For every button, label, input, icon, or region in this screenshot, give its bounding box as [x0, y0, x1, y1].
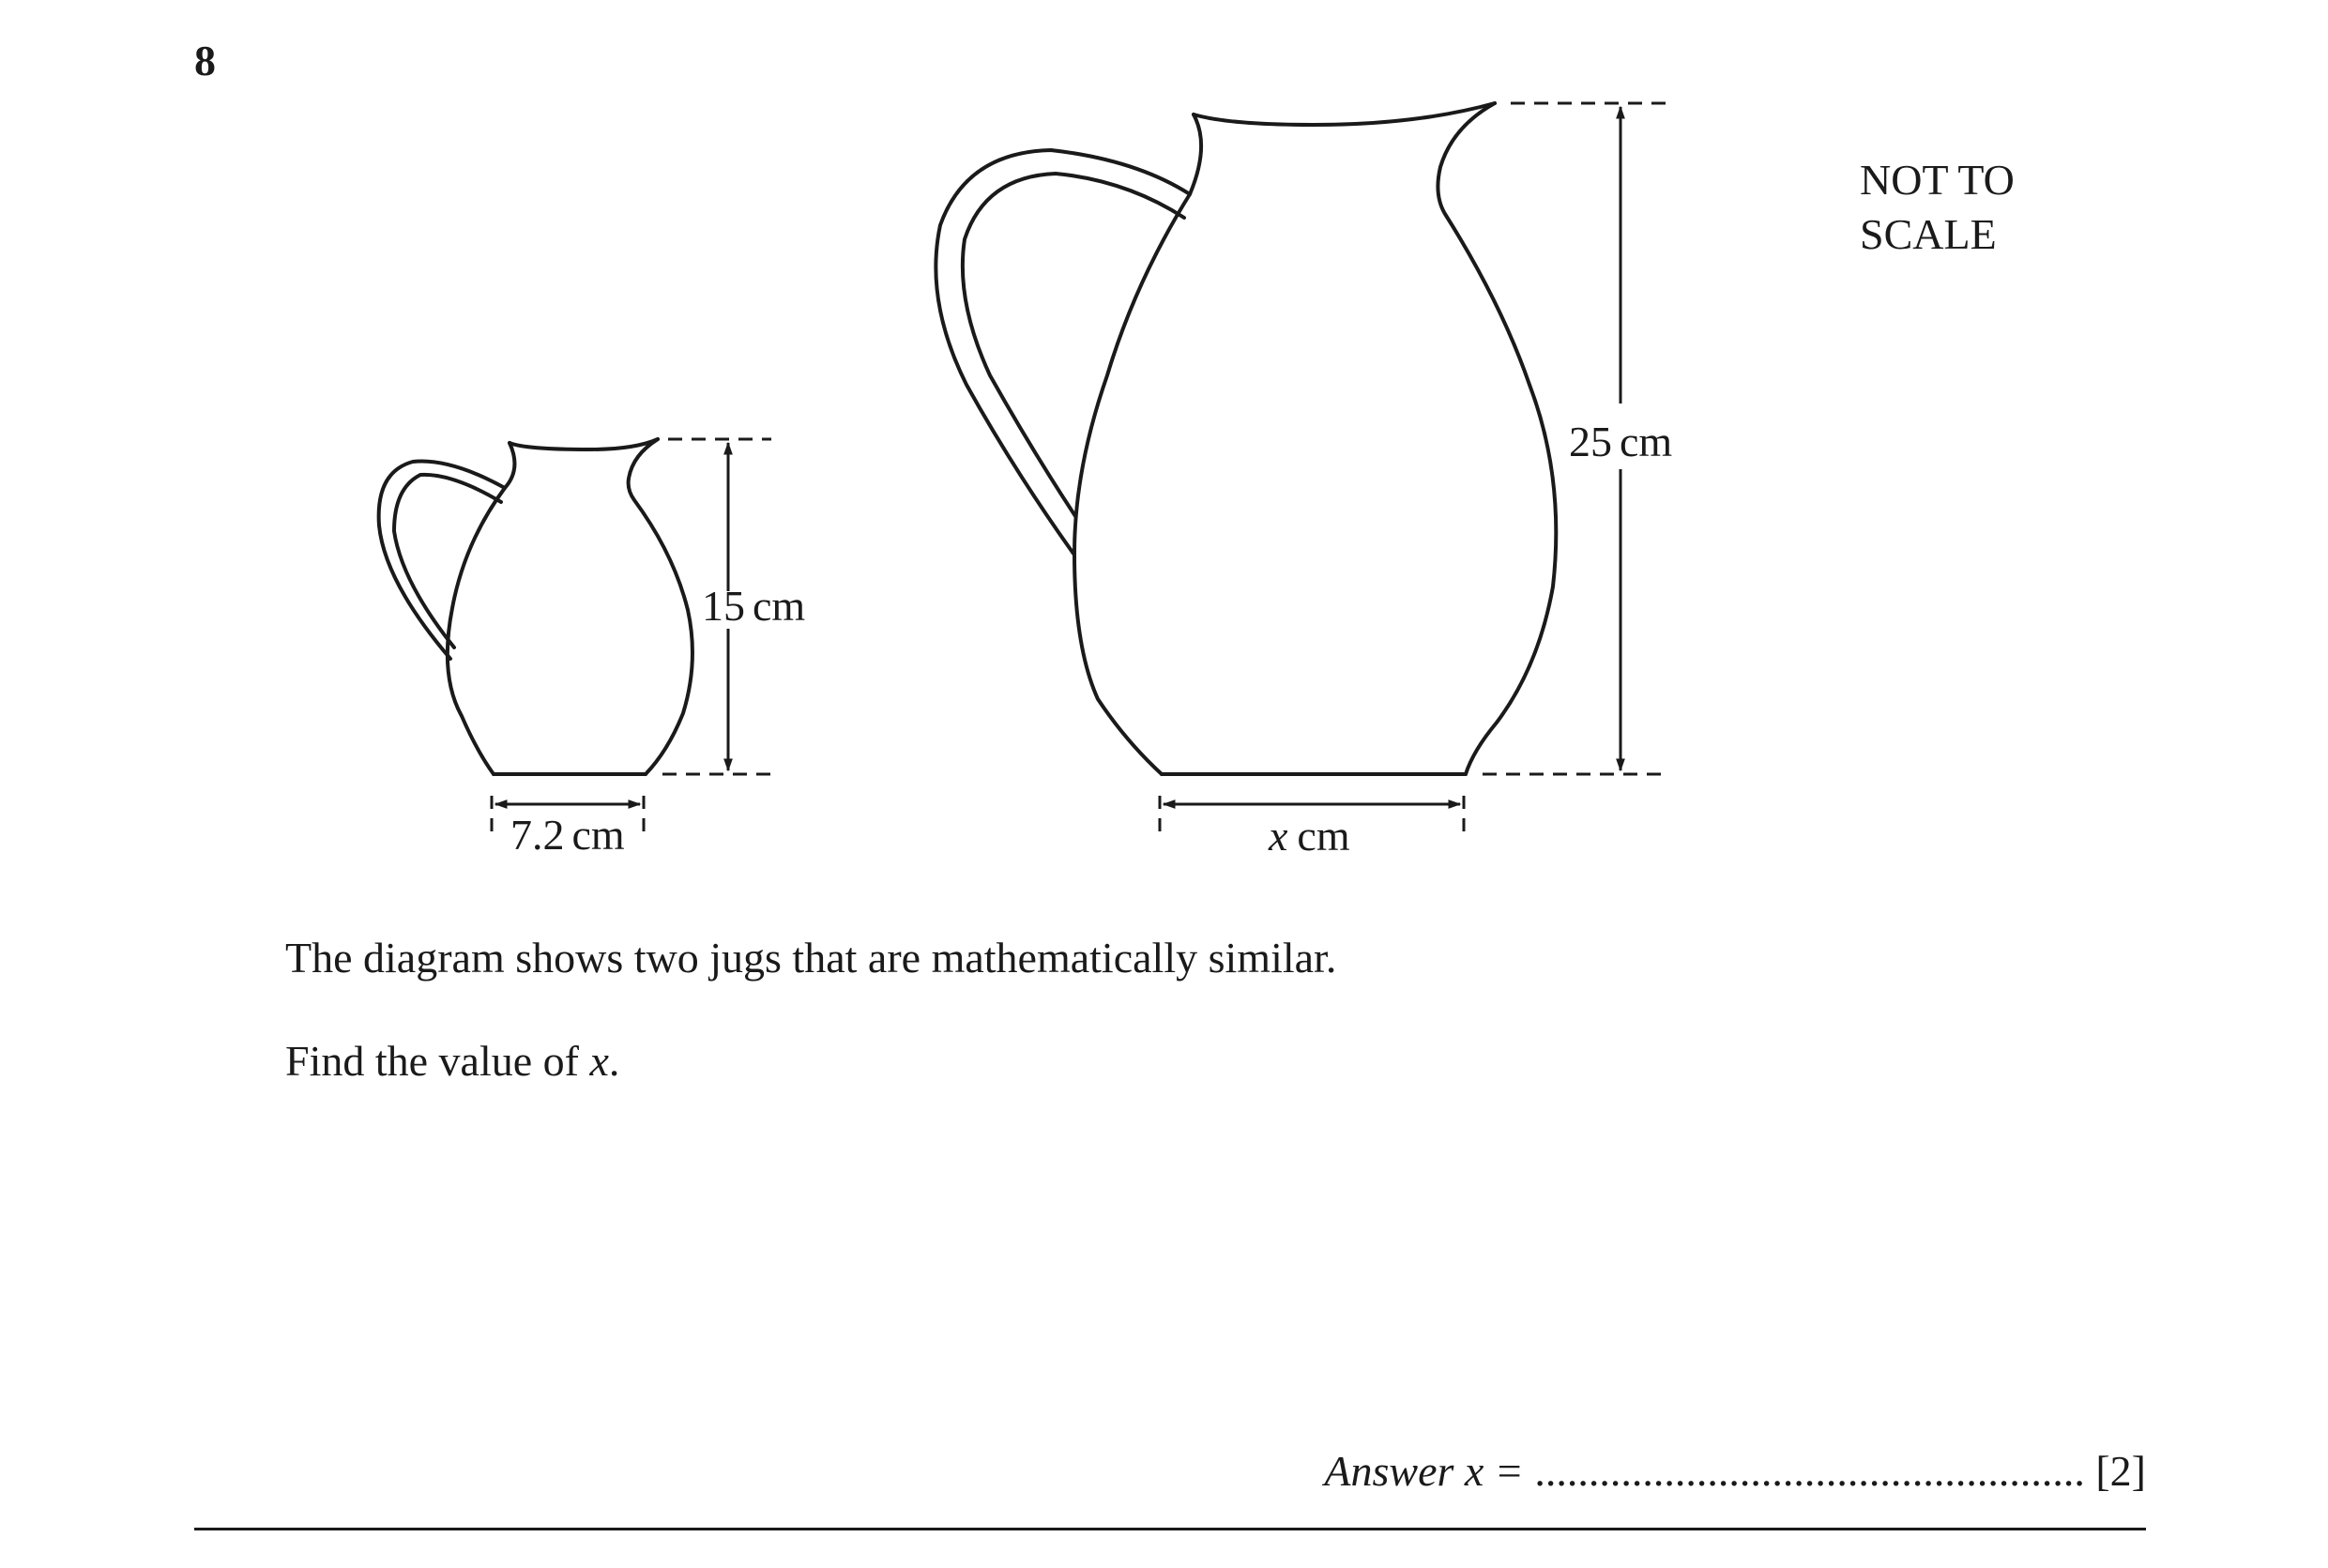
answer-label: Answer x = [1324, 1447, 1524, 1495]
small-jug-rim [510, 439, 658, 449]
large-jug-right-profile [1438, 103, 1556, 774]
large-jug-height-unit: cm [1620, 418, 1673, 465]
small-jug-handle-inner [394, 475, 501, 647]
page-bottom-rule [194, 1528, 2146, 1530]
answer-line [1324, 1447, 2146, 1495]
not-to-scale-line-1: NOT TO [1860, 156, 2015, 204]
small-jug-height-dimension [662, 439, 805, 774]
stem-line-2-prefix: Find the value of [285, 1037, 590, 1085]
question-number: 8 [194, 37, 216, 84]
small-jug-height-label [702, 582, 805, 630]
large-jug-height-dimension [1483, 103, 1672, 774]
small-jug-base-label [510, 811, 625, 859]
stem-line-2-variable: x [589, 1037, 609, 1085]
not-to-scale-line-2: SCALE [1860, 210, 1997, 258]
large-jug-base-label [1268, 812, 1350, 860]
large-jug-base-unit: cm [1297, 812, 1350, 860]
not-to-scale-note [1860, 153, 2015, 262]
small-jug-height-value: 15 [702, 582, 745, 630]
large-jug-handle-outer [936, 150, 1190, 554]
large-jug-handle-inner [963, 174, 1184, 516]
large-jug [936, 103, 1556, 774]
small-jug-base-unit: cm [571, 811, 625, 859]
stem-line-2-suffix: . [608, 1037, 620, 1085]
answer-blank[interactable]: ................................................... [1534, 1447, 2085, 1495]
small-jug-base-dimension [492, 796, 644, 859]
answer-marks: [2] [2095, 1447, 2146, 1495]
small-jug-height-unit: cm [753, 582, 806, 630]
large-jug-base-dimension [1160, 796, 1464, 860]
small-jug-base-value: 7.2 [510, 811, 565, 859]
large-jug-left-profile [1074, 114, 1201, 774]
large-jug-height-label [1569, 418, 1672, 465]
small-jug-right-profile [629, 439, 692, 774]
question-stem-line-1: The diagram shows two jugs that are mathematically similar. [285, 934, 1337, 982]
question-stem-line-2 [285, 1037, 620, 1085]
large-jug-height-value: 25 [1569, 418, 1612, 465]
small-jug [379, 439, 692, 774]
large-jug-rim [1194, 103, 1495, 125]
large-jug-base-value: x [1269, 812, 1288, 860]
